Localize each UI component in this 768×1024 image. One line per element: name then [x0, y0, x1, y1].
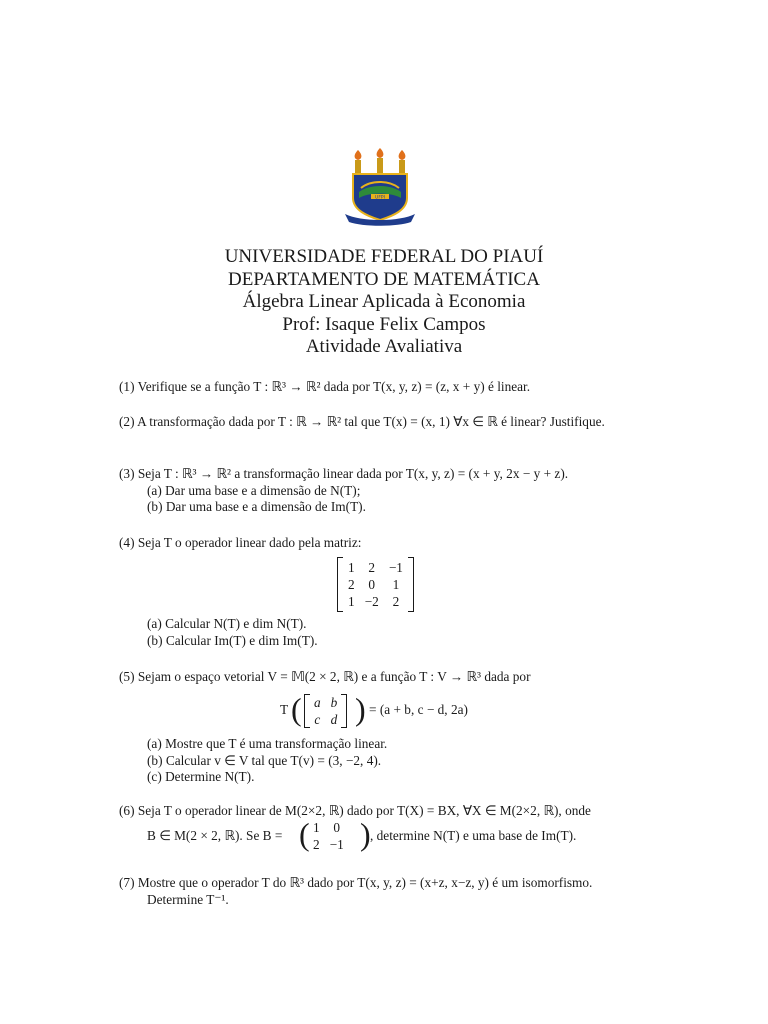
torch-icon: [355, 148, 406, 174]
question-5-item-c: (c) Determine N(T).: [147, 769, 255, 784]
question-3-item-a: (a) Dar uma base e a dimensão de N(T);: [147, 482, 361, 498]
activity-title: Atividade Avaliativa: [305, 336, 463, 358]
professor-name: Prof: Isaque Felix Campos: [282, 313, 486, 335]
question-3-item-b: (b) Dar uma base e a dimensão de Im(T).: [147, 499, 366, 514]
question-4-matrix: 1 2 −1 2 0 1 1 −2 2: [337, 557, 414, 612]
question-7-line1: (7) Mostre que o operador T do ℝ³ dado por T(x, y, z) = (x+z, x−z, y) é um isomorfismo.: [119, 875, 593, 890]
svg-text:UFPI: UFPI: [375, 195, 385, 201]
close-paren-icon: ): [355, 691, 366, 727]
question-3: [119, 466, 568, 516]
close-paren-icon: ): [360, 816, 371, 852]
open-paren-icon: (: [291, 691, 302, 727]
question-4-item-b: (b) Calcular Im(T) e dim Im(T).: [147, 632, 318, 648]
question-5-matrix: a b c d: [304, 694, 347, 728]
university-crest-logo: [341, 148, 419, 226]
question-6-line1: (6) Seja T o operador linear de M(2×2, ℝ) dado por T(X) = BX, ∀X ∈ M(2×2, ℝ), onde: [119, 803, 591, 818]
question-3-stem: (3) Seja T : ℝ³ → ℝ² a transformação linear dada por T(x, y, z) = (x + y, 2x − y + z).: [119, 466, 569, 481]
question-4-items: [119, 616, 318, 649]
question-6-post: , determine N(T) e uma base de Im(T).: [370, 828, 577, 843]
question-5-stem: (5) Sejam o espaço vetorial V = 𝕄(2 × 2, ℝ) e a função T : V → ℝ³ dada por: [119, 669, 531, 684]
question-4-item-a: (a) Calcular N(T) e dim N(T).: [147, 616, 307, 631]
question-6-matrix: 1 0 2 −1: [313, 820, 344, 852]
question-5-items: [119, 736, 387, 786]
course-name: Álgebra Linear Aplicada à Economia: [242, 291, 526, 313]
open-paren-icon: (: [299, 816, 310, 852]
question-1: (1) Verifique se a função T : ℝ³ → ℝ² dada por T(x, y, z) = (z, x + y) é linear.: [119, 379, 531, 394]
university-name: UNIVERSIDADE FEDERAL DO PIAUÍ: [224, 246, 544, 267]
question-6-pre: B ∈ M(2 × 2, ℝ). Se B =: [147, 828, 283, 843]
department-name: DEPARTAMENTO DE MATEMÁTICA: [228, 268, 540, 290]
question-5-item-b: (b) Calcular v ∈ V tal que T(v) = (3, −2, 4).: [147, 752, 382, 768]
question-5-rhs: = (a + b, c − d, 2a): [369, 702, 468, 717]
document-header: [0, 246, 768, 359]
question-4-stem: (4) Seja T o operador linear dado pela matriz:: [119, 535, 362, 550]
question-7: [119, 875, 592, 908]
question-5-item-a: (a) Mostre que T é uma transformação linear.: [147, 736, 388, 751]
question-2: (2) A transformação dada por T : ℝ → ℝ² tal que T(x) = (x, 1) ∀x ∈ ℝ é linear? Justifique.: [119, 414, 605, 429]
question-5-lhs: T: [280, 702, 289, 717]
question-7-line2: Determine T⁻¹.: [147, 891, 229, 907]
